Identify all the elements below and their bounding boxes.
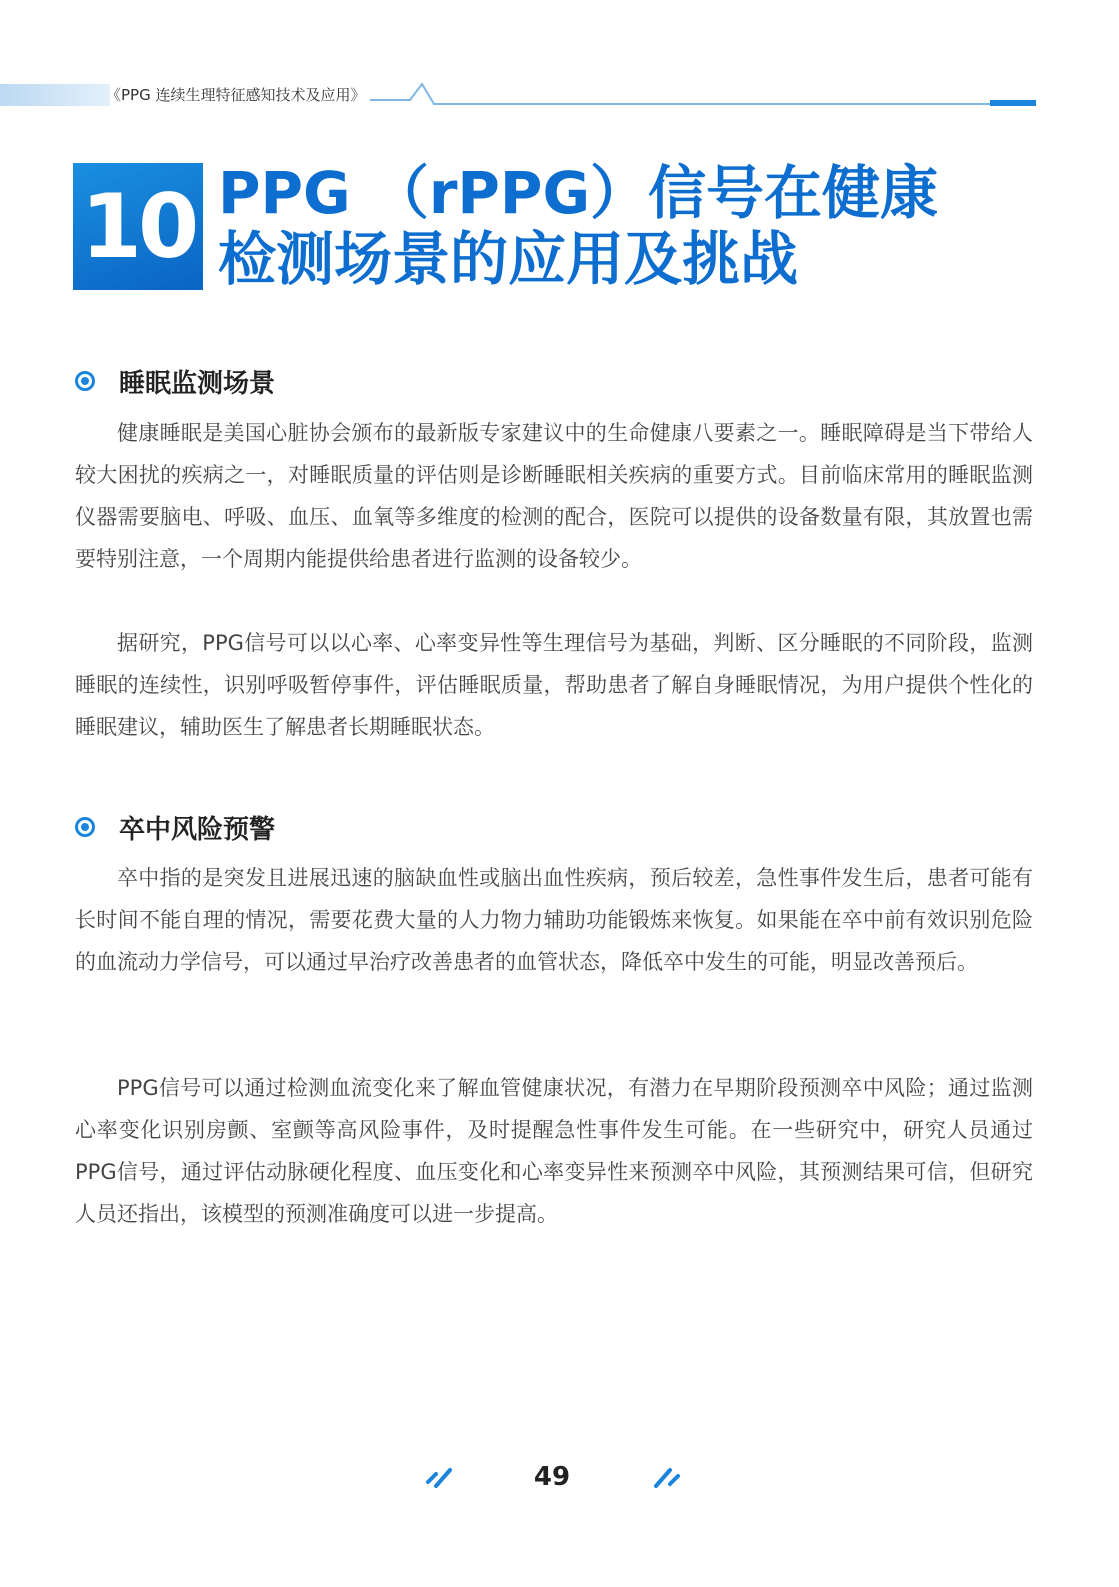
radio-bullet-icon — [75, 817, 95, 837]
chapter-title-line-1: PPG （rPPG）信号在健康 — [218, 159, 939, 227]
paragraph: 健康睡眠是美国心脏协会颁布的最新版专家建议中的生命健康八要素之一。睡眠障碍是当下带给人较大困扰的疾病之一，对睡眠质量的评估则是诊断睡眠相关疾病的重要方式。目前临床常用的睡眠监测仪器需要脑电、呼吸、血压、血氧等多维度的检测的配合，医院可以提供的设备数量有限，其放置也需要特别注意，一个周期内能提供给患者进行监测的设备较少。 — [75, 421, 1033, 571]
chapter-title — [218, 160, 1078, 292]
paragraph: PPG信号可以通过检测血流变化来了解血管健康状况，有潜力在早期阶段预测卒中风险；通过监测心率变化识别房颤、室颤等高风险事件，及时提醒急性事件发生可能。在一些研究中，研究人员通过PPG信号，通过评估动脉硬化程度、血压变化和心率变异性来预测卒中风险，其预测结果可信，但研究人员还指出，该模型的预测准确度可以进一步提高。 — [75, 1076, 1033, 1226]
section-title: 卒中风险预警 — [119, 814, 276, 845]
chapter-title-line-2: 检测场景的应用及挑战 — [218, 225, 799, 293]
double-slash-icon — [424, 1466, 456, 1490]
section-heading-sleep — [75, 364, 275, 398]
chapter-number-box — [73, 163, 203, 290]
header-band — [0, 84, 110, 106]
chapter-number: 10 — [80, 175, 196, 278]
page-number: 49 — [533, 1462, 571, 1492]
paragraph: 卒中指的是突发且进展迅速的脑缺血性或脑出血性疾病，预后较差，急性事件发生后，患者可能有长时间不能自理的情况，需要花费大量的人力物力辅助功能锻炼来恢复。如果能在卒中前有效识别危险的血流动力学信号，可以通过早治疗改善患者的血管状态，降低卒中发生的可能，明显改善预后。 — [75, 866, 1033, 974]
radio-bullet-icon — [75, 371, 95, 391]
section-heading-stroke — [75, 810, 275, 844]
running-header-title: 《PPG 连续生理特征感知技术及应用》 — [106, 86, 366, 104]
double-slash-icon — [652, 1466, 684, 1490]
header-pulse-line — [370, 80, 1040, 110]
section-title: 睡眠监测场景 — [119, 368, 276, 399]
paragraph: 据研究，PPG信号可以以心率、心率变异性等生理信号为基础，判断、区分睡眠的不同阶段，监测睡眠的连续性，识别呼吸暂停事件，评估睡眠质量，帮助患者了解自身睡眠情况，为用户提供个性化的睡眠建议，辅助医生了解患者长期睡眠状态。 — [75, 631, 1033, 739]
